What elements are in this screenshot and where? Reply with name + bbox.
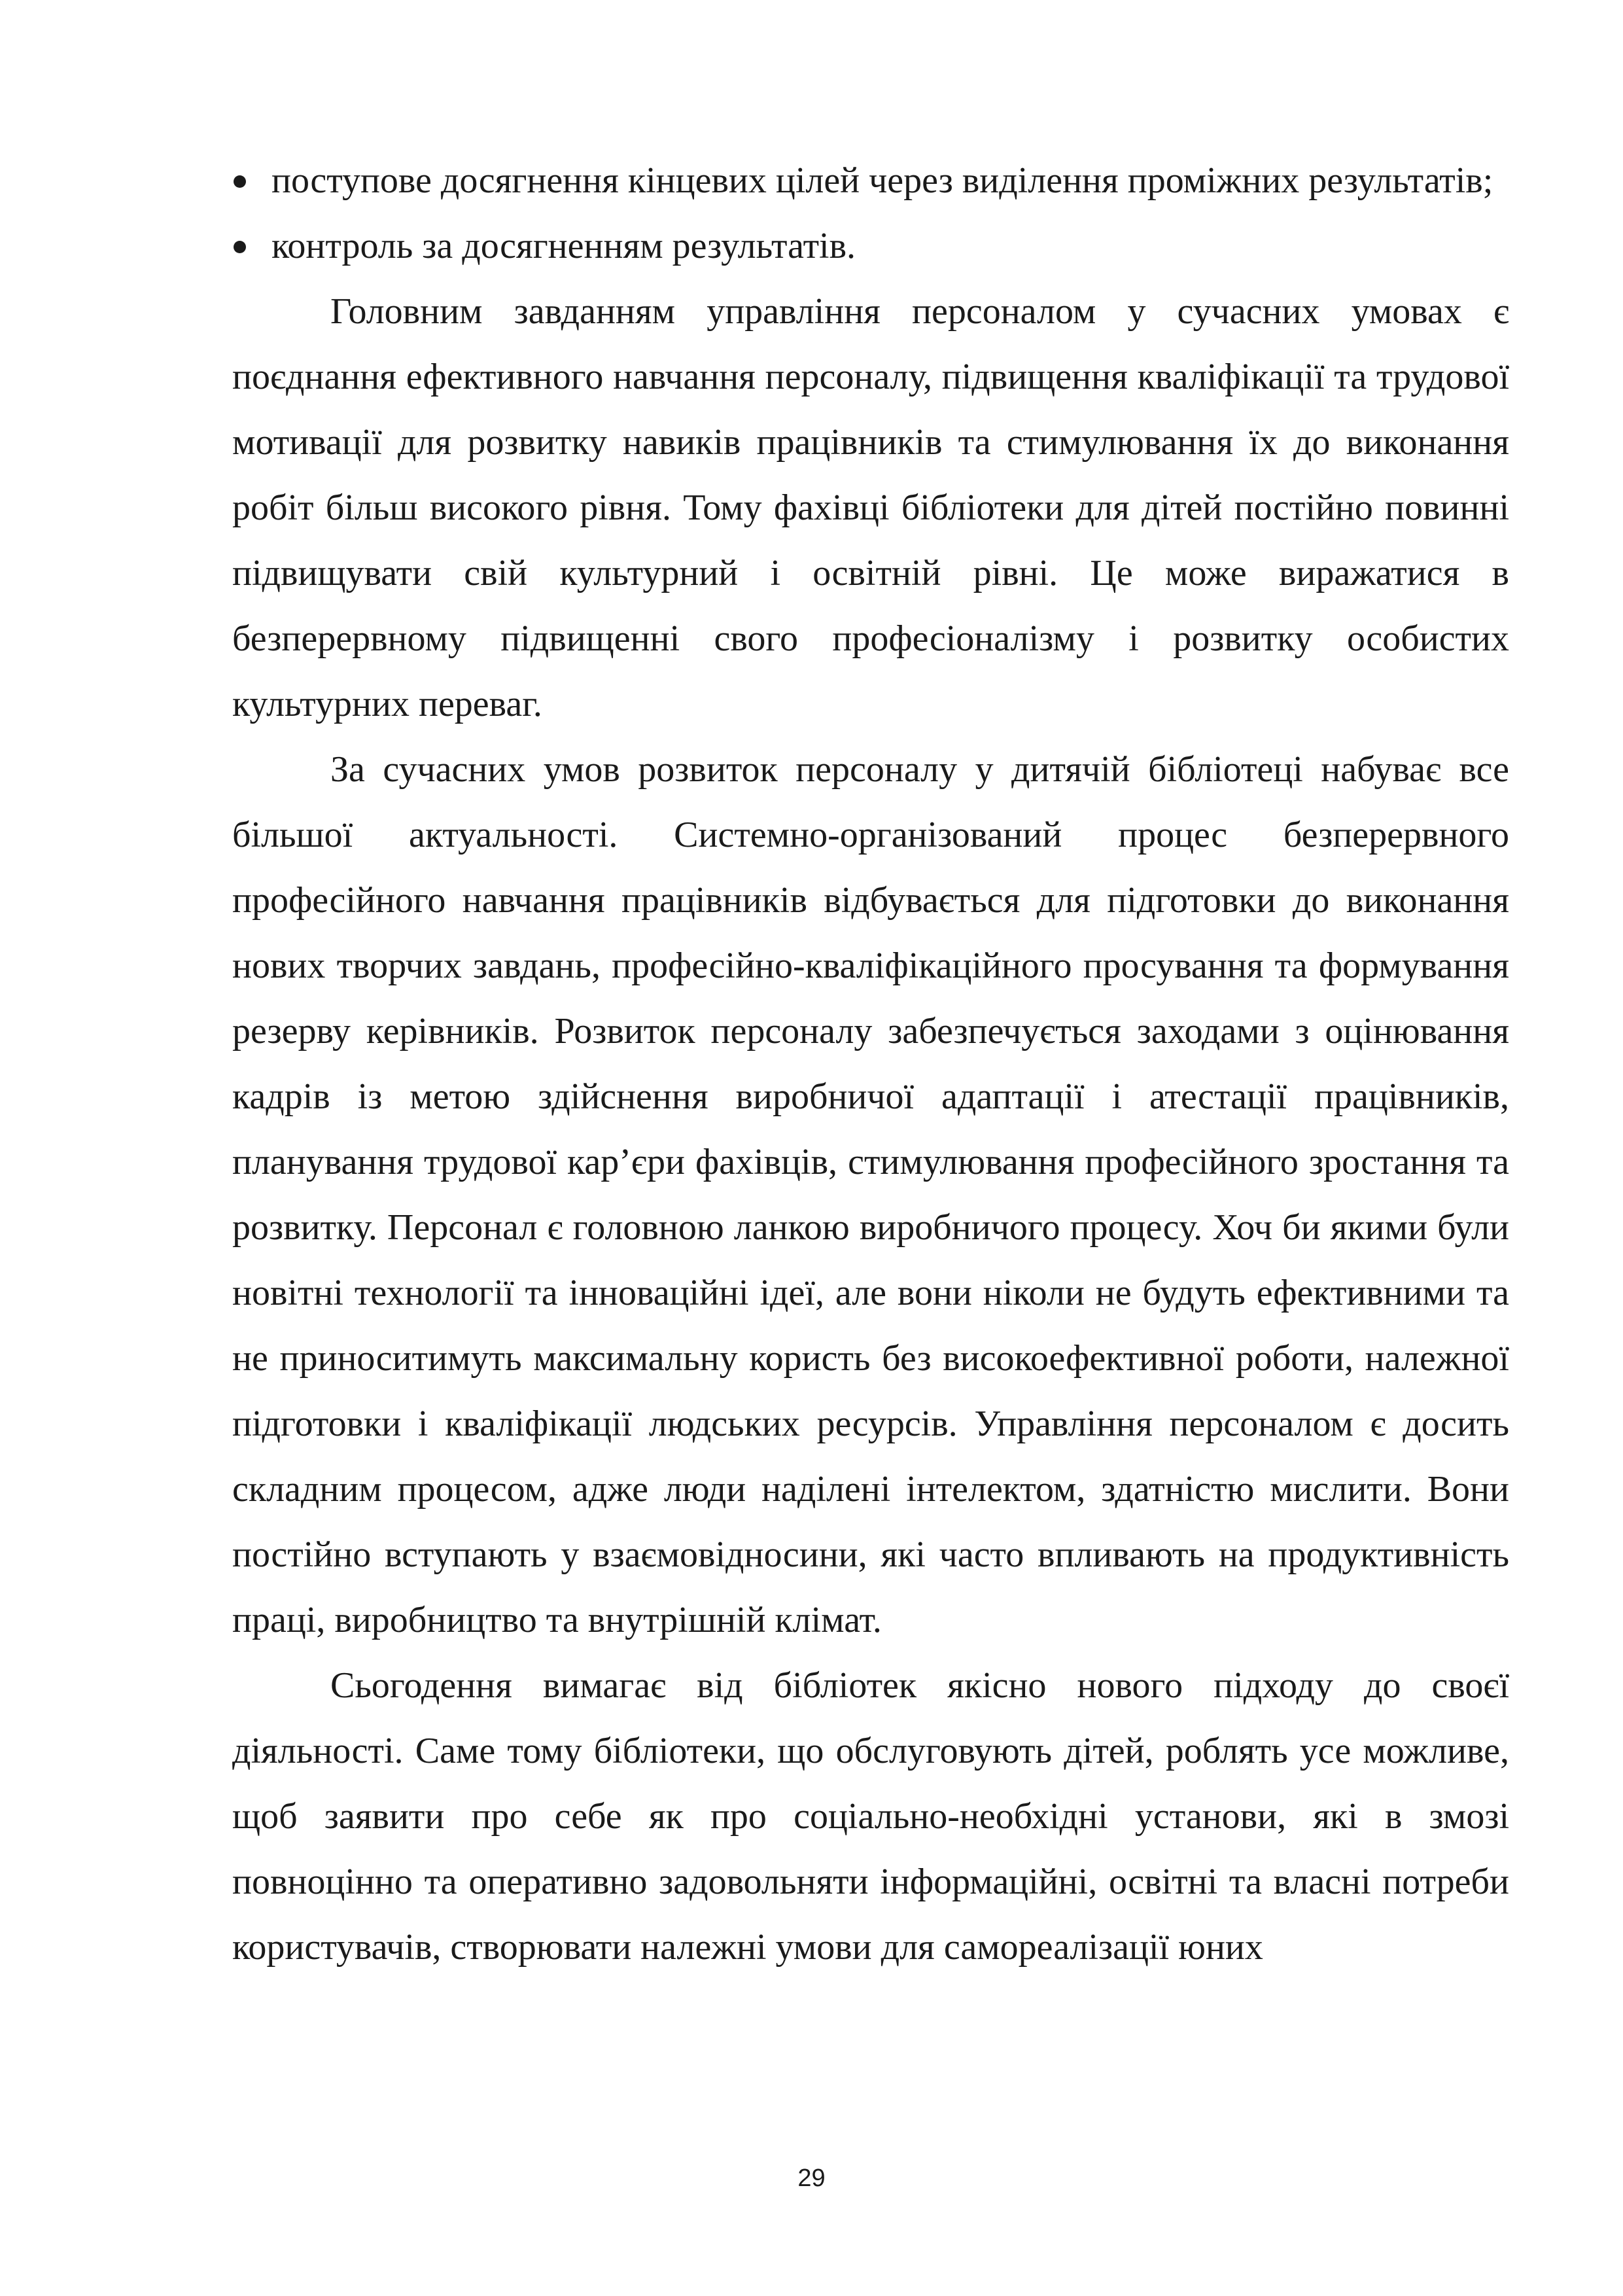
page-number: 29 [797, 2164, 826, 2192]
bullet-text: поступове досягнення кінцевих цілей через виділення проміжних результатів; [271, 160, 1493, 201]
paragraph: За сучасних умов розвиток персоналу у дитячій бібліотеці набуває все більшої актуальності. Системно-організований процес безперервного професійного навчання працівників відбувається для підготовки до виконання нових творчих завдань, професійно-кваліфікаційного просування та формування резерву керівників. Розвиток персоналу забезпечується заходами з оцінювання кадрів із метою здійснення виробничої адаптації і атестації працівників, планування трудової кар’єри фахівців, стимулювання професійного зростання та розвитку. Персонал є головною ланкою виробничого процесу. Хоч би якими були новітні технології та інноваційні ідеї, але вони ніколи не будуть ефективними та не приноситимуть максимальну користь без високоефективної роботи, належної підготовки і кваліфікації людських ресурсів. Управління персоналом є досить складним процесом, адже люди наділені інтелектом, здатністю мислити. Вони постійно вступають у взаємовідносини, які часто впливають на продуктивність праці, виробництво та внутрішній клімат. [232, 749, 1509, 1640]
bullet-icon [234, 241, 246, 253]
bullet-item [232, 148, 1509, 213]
paragraph: Сьогодення вимагає від бібліотек якісно нового підходу до своєї діяльності. Саме тому бібліотеки, що обслуговують дітей, роблять усе можливе, щоб заявити про себе як про соціально-необхідні установи, які в змозі повноцінно та оперативно задовольняти інформаційні, освітні та власні потреби користувачів, створювати належні умови для самореалізації юних [232, 1665, 1509, 1968]
paragraph: Головним завданням управління персоналом у сучасних умовах є поєднання ефективного навчання персоналу, підвищення кваліфікації та трудової мотивації для розвитку навиків працівників та стимулювання їх до виконання робіт більш високого рівня. Тому фахівці бібліотеки для дітей постійно повинні підвищувати свій культурний і освітній рівні. Це може виражатися в безперервному підвищенні свого професіоналізму і розвитку особистих культурних переваг. [232, 291, 1509, 724]
page-body [232, 148, 1509, 1980]
bullet-item [232, 213, 1509, 279]
bullet-icon [234, 175, 246, 188]
bullet-text: контроль за досягненням результатів. [271, 226, 856, 266]
